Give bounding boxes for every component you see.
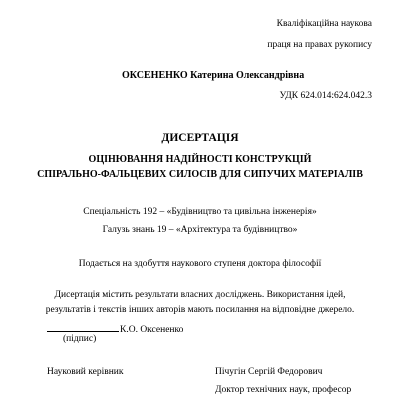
document-type-heading: ДИСЕРТАЦІЯ: [161, 132, 239, 144]
specialty-line: Спеціальність 192 – «Будівництво та цивільна інженерія»: [83, 207, 317, 217]
signature-caption: (підпис): [63, 334, 97, 344]
author-name: ОКСЕНЕНКО Катерина Олександрівна: [122, 70, 305, 81]
submission-statement: Подається на здобуття наукового ступеня доктора філософії: [78, 259, 322, 269]
supervisor-name: Пічугін Сергій Федорович: [215, 367, 323, 377]
thesis-title-line-1: ОЦІНЮВАННЯ НАДІЙНОСТІ КОНСТРУКЦІЙ: [88, 154, 312, 165]
udc-code: УДК 624.014:624.042.3: [279, 91, 372, 101]
field-of-knowledge-line: Галузь знань 19 – «Архітектура та будівництво»: [102, 225, 298, 235]
declaration-line-2: результатів і текстів інших авторів мають посилання на відповідне джерело.: [45, 305, 355, 315]
declaration-line-1: Дисертація містить результати власних досліджень. Використання ідей,: [54, 290, 346, 300]
manuscript-status-line-1: Кваліфікаційна наукова: [276, 19, 372, 29]
thesis-title-line-2: СПІРАЛЬНО-ФАЛЬЦЕВИХ СИЛОСІВ ДЛЯ СИПУЧИХ МАТЕРІАЛІВ: [37, 169, 363, 180]
signature-line: [47, 322, 119, 332]
supervisor-label: Науковий керівник: [47, 367, 124, 377]
supervisor-degree: Доктор технічних наук, професор: [215, 385, 352, 395]
manuscript-status-line-2: праця на правах рукопису: [267, 40, 372, 50]
signatory-name: К.О. Оксененко: [120, 325, 184, 335]
